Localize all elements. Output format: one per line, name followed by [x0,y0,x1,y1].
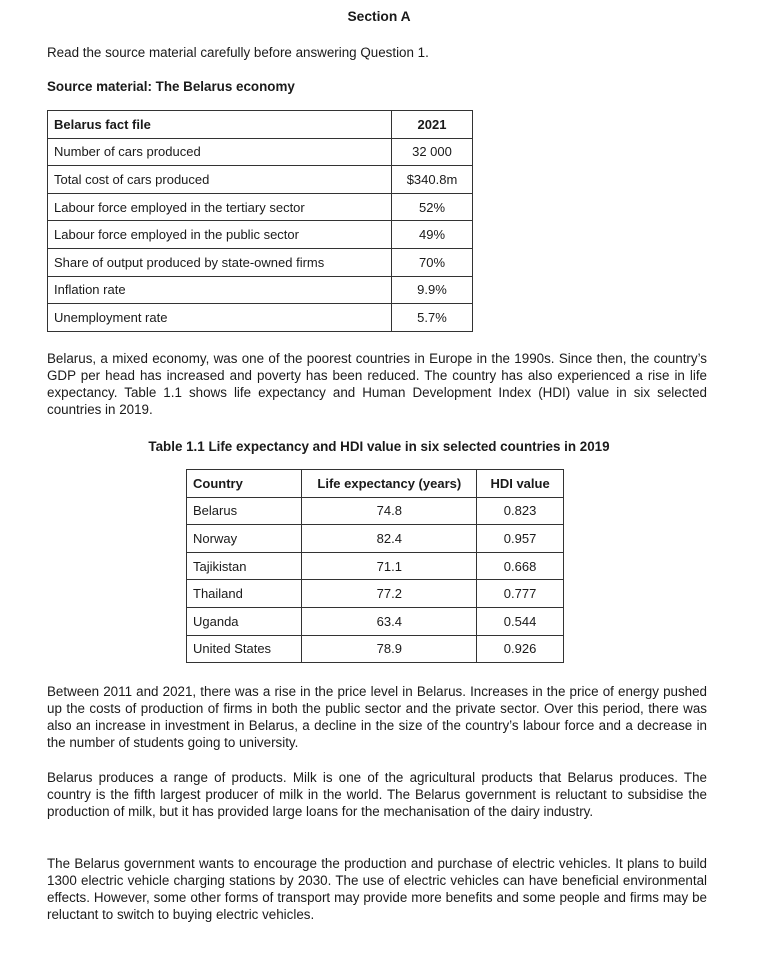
hdi-cell: 0.823 [477,497,564,525]
fact-label: Inflation rate [48,276,392,304]
table-row [187,497,564,525]
table-row [48,166,473,194]
header-hdi-value: HDI value [477,470,564,498]
table-row [48,138,473,166]
fact-value: 70% [392,248,473,276]
country-cell: Tajikistan [187,552,302,580]
table-row [48,193,473,221]
table-row [187,580,564,608]
fact-value: 52% [392,193,473,221]
table-row [187,635,564,663]
paragraph-3: Belarus produces a range of products. Milk is one of the agricultural products that Belarus produces. The country is the fifth largest producer of milk in the world. The Belarus government is reluctant to subsidise the production of milk, but it has provided large loans for the mechanisation of the dairy industry. [47,770,707,819]
fact-value: 9.9% [392,276,473,304]
fact-table-header-year: 2021 [392,111,473,139]
hdi-table [186,469,564,663]
source-title: Source material: The Belarus economy [47,79,295,94]
country-cell: Norway [187,525,302,553]
table-row [48,304,473,332]
fact-label: Number of cars produced [48,138,392,166]
table-row [187,552,564,580]
intro-text: Read the source material carefully before answering Question 1. [47,45,429,60]
fact-value: 49% [392,221,473,249]
life-expectancy-cell: 63.4 [302,607,477,635]
hdi-cell: 0.926 [477,635,564,663]
table-row [187,607,564,635]
fact-label: Unemployment rate [48,304,392,332]
life-expectancy-cell: 82.4 [302,525,477,553]
fact-label: Labour force employed in the tertiary sector [48,193,392,221]
header-country: Country [187,470,302,498]
fact-label: Total cost of cars produced [48,166,392,194]
table-row [48,248,473,276]
life-expectancy-cell: 78.9 [302,635,477,663]
fact-table-header-row [48,111,473,139]
hdi-cell: 0.544 [477,607,564,635]
section-title: Section A [347,9,411,24]
table-row [48,276,473,304]
hdi-cell: 0.777 [477,580,564,608]
table-row [48,221,473,249]
fact-label: Labour force employed in the public sector [48,221,392,249]
life-expectancy-cell: 71.1 [302,552,477,580]
hdi-cell: 0.957 [477,525,564,553]
hdi-cell: 0.668 [477,552,564,580]
paragraph-1: Belarus, a mixed economy, was one of the poorest countries in Europe in the 1990s. Since then, the country’s GDP per head has increased and poverty has been reduced. The country has also experienced a rise in life expectancy. Table 1.1 shows life expectancy and Human Development Index (HDI) value in six selected countries in 2019. [47,351,707,417]
country-cell: Thailand [187,580,302,608]
life-expectancy-cell: 77.2 [302,580,477,608]
country-cell: Uganda [187,607,302,635]
fact-label: Share of output produced by state-owned firms [48,248,392,276]
country-cell: Belarus [187,497,302,525]
fact-value: $340.8m [392,166,473,194]
paragraph-2: Between 2011 and 2021, there was a rise in the price level in Belarus. Increases in the price of energy pushed up the costs of production of firms in both the public sector and the private sector. Over this period, there was also an increase in investment in Belarus, a decline in the size of the country’s labour force and a decrease in the number of students going to university. [47,684,707,750]
fact-table-header-label: Belarus fact file [48,111,392,139]
country-cell: United States [187,635,302,663]
paragraph-4: The Belarus government wants to encourage the production and purchase of electric vehicles. It plans to build 1300 electric vehicle charging stations by 2030. The use of electric vehicles can have beneficial environmental effects. However, some other forms of transport may provide more benefits and some people and firms may be reluctant to switch to buying electric vehicles. [47,856,707,922]
table-caption: Table 1.1 Life expectancy and HDI value in six selected countries in 2019 [148,439,610,454]
fact-value: 5.7% [392,304,473,332]
fact-value: 32 000 [392,138,473,166]
life-expectancy-cell: 74.8 [302,497,477,525]
fact-file-table [47,110,473,332]
hdi-table-header-row [187,470,564,498]
table-row [187,525,564,553]
header-life-expectancy: Life expectancy (years) [302,470,477,498]
